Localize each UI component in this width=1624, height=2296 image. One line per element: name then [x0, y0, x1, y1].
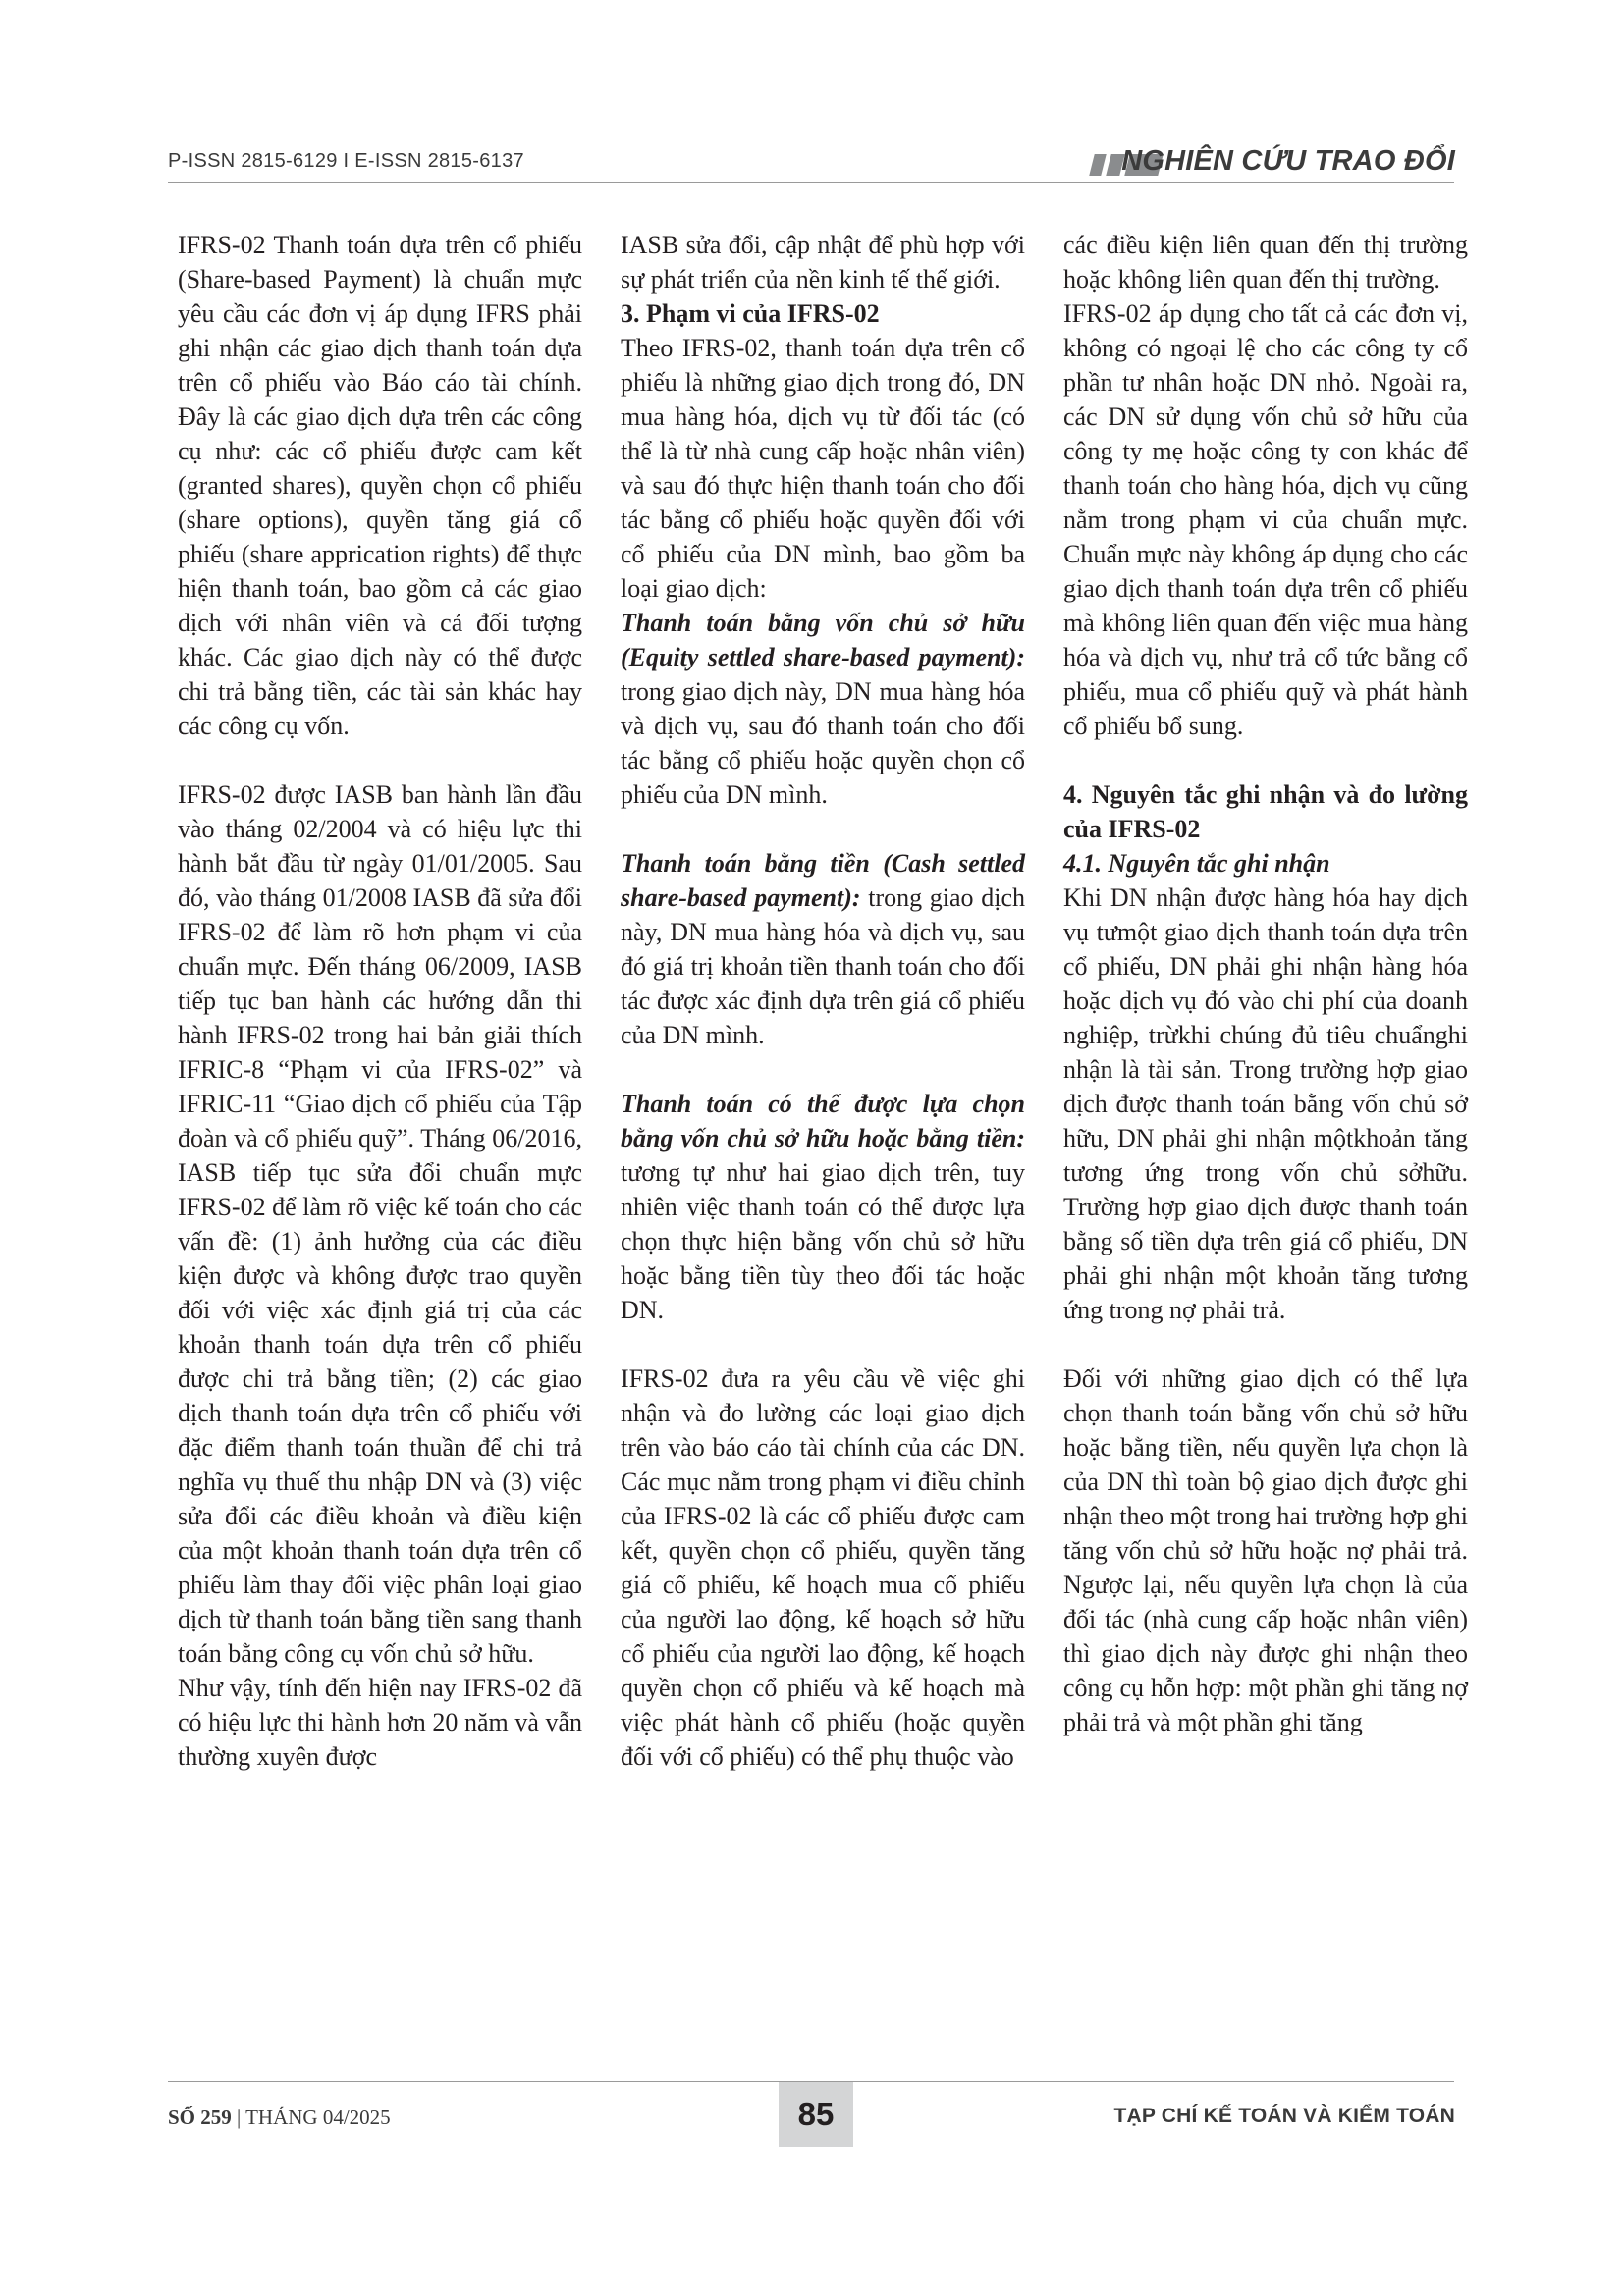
- term-choice-settled: Thanh toán có thể được lựa chọn bằng vốn chủ sở hữu hoặc bằng tiền:: [621, 1090, 1025, 1152]
- column-2: [621, 228, 1025, 1774]
- paragraph: IFRS-02 áp dụng cho tất cả các đơn vị, không có ngoại lệ cho các công ty cổ phần tư nhân hoặc DN nhỏ. Ngoài ra, các DN sử dụng vốn chủ sở hữu của công ty mẹ hoặc công ty con khác để thanh toán cho hàng hóa, dịch vụ cũng nằm trong phạm vi của chuẩn mực. Chuẩn mực này không áp dụng cho các giao dịch thanh toán dựa trên cổ phiếu mà không liên quan đến việc mua hàng hóa và dịch vụ, như trả cổ tức bằng cổ phiếu, mua cổ phiếu quỹ và phát hành cổ phiếu bổ sung.: [1063, 299, 1468, 740]
- paragraph: các điều kiện liên quan đến thị trường hoặc không liên quan đến thị trường.: [1063, 231, 1468, 294]
- page-number: 85: [779, 2082, 853, 2147]
- paragraph: Khi DN nhận được hàng hóa hay dịch vụ tưmột giao dịch thanh toán dựa trên cổ phiếu, DN phải ghi nhận hàng hóa hoặc dịch vụ đó vào chi phí của doanh nghiệp, trừkhi chúng đủ tiêu chuẩnghi nhận là tài sản. Trong trường hợp giao dịch được thanh toán bằng vốn chủ sở hữu, DN phải ghi nhận mộtkhoản tăng tương ứng trong vốn chủ sởhữu. Trường hợp giao dịch được thanh toán bằng số tiền dựa trên giá cổ phiếu, DN phải ghi nhận một khoản tăng tương ứng trong nợ phải trả.: [1063, 883, 1468, 1324]
- paragraph-choice-settled: [621, 1087, 1025, 1327]
- term-text: trong giao dịch này, DN mua hàng hóa và dịch vụ, sau đó thanh toán cho đối tác bằng cổ phiếu hoặc quyền chọn cổ phiếu của DN mình.: [621, 677, 1025, 809]
- journal-name: TẠP CHÍ KẾ TOÁN VÀ KIỂM TOÁN: [1113, 2105, 1455, 2127]
- paragraph: IFRS-02 Thanh toán dựa trên cổ phiếu (Share-based Payment) là chuẩn mực yêu cầu các đơn vị áp dụng IFRS phải ghi nhận các giao dịch thanh toán dựa trên cổ phiếu vào Báo cáo tài chính. Đây là các giao dịch dựa trên các công cụ như: các cổ phiếu được cam kết (granted shares), quyền chọn cổ phiếu (share options), quyền tăng giá cổ phiếu (share apprication rights) để thực hiện thanh toán, bao gồm cả các giao dịch với nhân viên và cả đối tượng khác. Các giao dịch này có thể được chi trả bằng tiền, các tài sản khác hay các công cụ vốn.: [178, 231, 582, 740]
- paragraph: IASB sửa đổi, cập nhật để phù hợp với sự phát triển của nền kinh tế thế giới.: [621, 231, 1025, 294]
- subsection-heading-4-1: 4.1. Nguyên tắc ghi nhận: [1063, 849, 1330, 878]
- header-rule: [168, 182, 1454, 183]
- section-title: NGHIÊN CỨU TRAO ĐỔI: [1121, 145, 1455, 177]
- term-text: trong giao dịch này, DN mua hàng hóa và dịch vụ, sau đó giá trị khoản tiền thanh toán cho đối tác được xác định dựa trên giá cổ phiếu của DN mình.: [621, 883, 1025, 1049]
- term-equity-settled: Thanh toán bằng vốn chủ sở hữu (Equity settled share-based payment):: [621, 609, 1025, 671]
- paragraph-cash-settled: [621, 846, 1025, 1052]
- paragraph-equity-settled: [621, 606, 1025, 812]
- paragraph: IFRS-02 đưa ra yêu cầu về việc ghi nhận và đo lường các loại giao dịch trên vào báo cáo tài chính của các DN. Các mục nằm trong phạm vi điều chỉnh của IFRS-02 là các cổ phiếu được cam kết, quyền chọn cổ phiếu, quyền tăng giá cổ phiếu, kế hoạch mua cổ phiếu của người lao động, kế hoạch sở hữu cổ phiếu của người lao động, kế hoạch quyền chọn cổ phiếu và kế hoạch mà việc phát hành cổ phiếu (hoặc quyền đối với cổ phiếu) có thể phụ thuộc vào: [621, 1364, 1025, 1771]
- issue-month: | THÁNG 04/2025: [231, 2106, 391, 2129]
- paragraph: IFRS-02 được IASB ban hành lần đầu vào tháng 02/2004 và có hiệu lực thi hành bắt đầu từ ngày 01/01/2005. Sau đó, vào tháng 01/2008 IASB đã sửa đổi IFRS-02 để làm rõ hơn phạm vi của chuẩn mực. Đến tháng 06/2009, IASB tiếp tục ban hành các hướng dẫn thi hành IFRS-02 trong hai bản giải thích IFRIC-8 “Phạm vi của IFRS-02” và IFRIC-11 “Giao dịch cổ phiếu của Tập đoàn và cổ phiếu quỹ”. Tháng 06/2016, IASB tiếp tục sửa đổi chuẩn mực IFRS-02 để làm rõ việc kế toán cho các vấn đề: (1) ảnh hưởng của các điều kiện được và không được trao quyền đối với việc xác định giá trị của các khoản thanh toán dựa trên cổ phiếu được chi trả bằng tiền; (2) các giao dịch thanh toán dựa trên cổ phiếu với đặc điểm thanh toán thuần để chi trả nghĩa vụ thuế thu nhập DN và (3) việc sửa đổi các điều khoản và điều kiện của một khoản thanh toán dựa trên cổ phiếu làm thay đổi việc phân loại giao dịch từ thanh toán bằng tiền sang thanh toán bằng công cụ vốn chủ sở hữu.: [178, 780, 582, 1668]
- issue-info: [168, 2106, 391, 2130]
- issue-number: SỐ 259: [168, 2106, 232, 2129]
- section-heading-4: 4. Nguyên tắc ghi nhận và đo lường của IFRS-02: [1063, 780, 1468, 843]
- paragraph: Đối với những giao dịch có thể lựa chọn thanh toán bằng vốn chủ sở hữu hoặc bằng tiền, nếu quyền lựa chọn là của DN thì toàn bộ giao dịch được ghi nhận theo một trong hai trường hợp ghi tăng vốn chủ sở hữu hoặc nợ phải trả. Ngược lại, nếu quyền lựa chọn là của đối tác (nhà cung cấp hoặc nhân viên) thì giao dịch này được ghi nhận theo công cụ hỗn hợp: một phần ghi tăng nợ phải trả và một phần ghi tăng: [1063, 1364, 1468, 1736]
- term-cash-settled: Thanh toán bằng tiền (Cash settled share-based payment):: [621, 849, 1025, 912]
- section-heading-3: 3. Phạm vi của IFRS-02: [621, 299, 880, 328]
- term-text: tương tự như hai giao dịch trên, tuy nhiên việc thanh toán có thể được lựa chọn thực hiện bằng vốn chủ sở hữu hoặc bằng tiền tùy theo đối tác hoặc DN.: [621, 1158, 1025, 1324]
- issn-line: P-ISSN 2815-6129 I E-ISSN 2815-6137: [168, 150, 524, 172]
- paragraph: Theo IFRS-02, thanh toán dựa trên cổ phiếu là những giao dịch trong đó, DN mua hàng hóa, dịch vụ từ đối tác (có thể là từ nhà cung cấp hoặc nhân viên) và sau đó thực hiện thanh toán cho đối tác bằng cổ phiếu hoặc quyền đối với cổ phiếu của DN mình, bao gồm ba loại giao dịch:: [621, 334, 1025, 603]
- column-1: [178, 228, 582, 1774]
- column-3: [1063, 228, 1468, 1739]
- paragraph: Như vậy, tính đến hiện nay IFRS-02 đã có hiệu lực thi hành hơn 20 năm và vẫn thường xuyên được: [178, 1674, 582, 1771]
